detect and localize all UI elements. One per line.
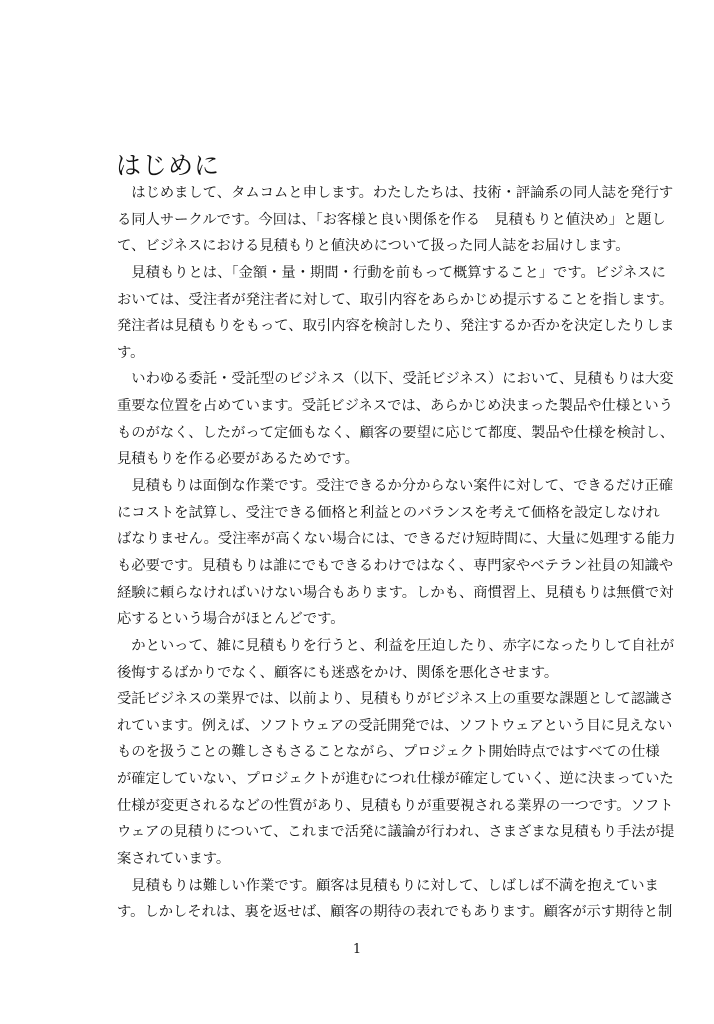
text-line: る同人サークルです。今回は、「お客様と良い関係を作る 見積もりと値決め」と題し — [117, 211, 666, 228]
text-line: ばなりません。受注率が高くない場合には、できるだけ短時間に、大量に処理する能力 — [117, 531, 676, 548]
text-line: 応するという場合がほとんどです。 — [117, 611, 345, 628]
text-line: 見積もりは面倒な作業です。受注できるか分からない案件に対して、できるだけ正確 — [117, 478, 674, 495]
text-line: す。 — [117, 344, 145, 361]
paragraph — [117, 633, 675, 686]
paragraph — [117, 873, 673, 926]
text-line: にコストを試算し、受注できる価格と利益とのバランスを考えて価格を設定しなけれ — [117, 504, 660, 521]
document-body — [117, 180, 676, 926]
paragraph — [117, 260, 675, 367]
text-line: ものがなく、したがって定価もなく、顧客の要望に応じて都度、製品や仕様を検討し、 — [117, 424, 675, 441]
text-line: も必要です。見積もりは誰にでもできるわけではなく、専門家やベテラン社員の知識や — [117, 557, 674, 574]
text-line: 見積もりは難しい作業です。顧客は見積もりに対して、しばしば不満を抱えていま — [117, 877, 659, 894]
text-line: 経験に頼らなければいけない場合もあります。しかも、商慣習上、見積もりは無償で対 — [117, 584, 674, 601]
text-line: いわゆる委託・受託型のビジネス（以下、受託ビジネス）において、見積もりは大変 — [117, 371, 674, 388]
text-line: 受託ビジネスの業界では、以前より、見積もりがビジネス上の重要な課題として認識さ — [117, 691, 674, 708]
paragraph — [117, 473, 676, 633]
text-line: 仕様が変更されるなどの性質があり、見積もりが重要視される業界の一つです。ソフト — [117, 797, 674, 814]
text-line: 重要な位置を占めています。受託ビジネスでは、あらかじめ決まった製品や仕様という — [117, 398, 674, 415]
text-line: が確定していない、プロジェクトが進むにつれ仕様が確定していく、逆に決まっていた — [117, 771, 674, 788]
text-line: はじめまして、タムコムと申します。わたしたちは、技術・評論系の同人誌を発行す — [117, 185, 674, 201]
paragraph — [117, 180, 674, 260]
text-line: ものを扱うことの難しさもさることながら、プロジェクト開始時点ではすべての仕様 — [117, 744, 660, 761]
text-line: 案されています。 — [117, 851, 231, 868]
text-line: 見積もりとは、「金額・量・期間・行動を前もって概算すること」です。ビジネスに — [117, 264, 666, 281]
paragraph — [117, 366, 675, 473]
text-line: 後悔するばかりでなく、顧客にも迷惑をかけ、関係を悪化させます。 — [117, 664, 559, 681]
text-line: おいては、受注者が発注者に対して、取引内容をあらかじめ提示することを指します。 — [117, 291, 674, 308]
page-number: 1 — [352, 942, 362, 957]
text-line: ウェアの見積りについて、これまで活発に議論が行われ、さまざまな見積もり手法が提 — [117, 824, 675, 841]
text-line: て、ビジネスにおける見積もりと値決めについて扱った同人誌をお届けします。 — [117, 238, 630, 255]
text-line: す。しかしそれは、裏を返せば、顧客の期待の表れでもあります。顧客が示す期待と制 — [117, 904, 673, 921]
text-line: 見積もりを作る必要があるためです。 — [117, 451, 359, 468]
text-line: れています。例えば、ソフトウェアの受託開発では、ソフトウェアという目に見えない — [117, 717, 673, 734]
paragraph — [117, 686, 675, 872]
page-title: はじめに — [116, 151, 221, 180]
text-line: かといって、雑に見積もりを行うと、利益を圧迫したり、赤字になったりして自社が — [117, 637, 675, 654]
text-line: 発注者は見積もりをもって、取引内容を検討したり、発注するか否かを決定したりしま — [117, 318, 675, 335]
